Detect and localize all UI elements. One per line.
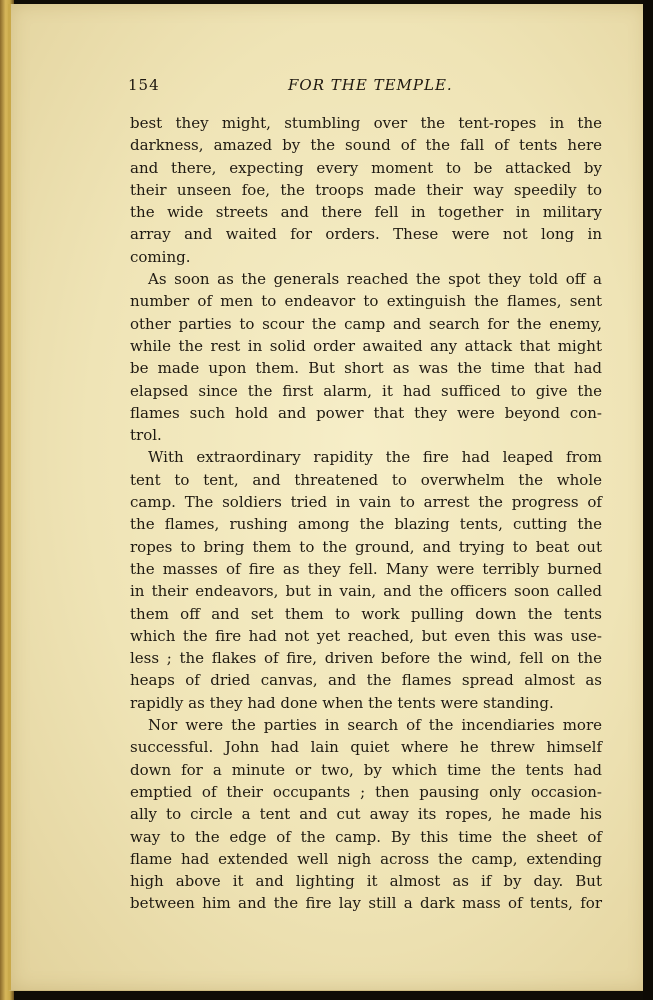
- text-line: their unseen foe, the troops made their way speedily to: [130, 180, 602, 199]
- text-line: With extraordinary rapidity the fire had leaped from: [148, 448, 602, 467]
- text-line: As soon as the generals reached the spot they told off a: [148, 270, 602, 289]
- text-line: less ; the flakes of fire, driven before the wind, fell on the: [130, 649, 602, 668]
- paragraph: [130, 714, 602, 915]
- body-text: [130, 112, 602, 915]
- paragraph: [130, 112, 602, 268]
- text-line: coming.: [130, 247, 191, 266]
- text-line: heaps of dried canvas, and the flames spread almost as: [130, 671, 602, 690]
- text-line: flame had extended well nigh across the camp, extending: [130, 849, 602, 868]
- paragraph: [130, 268, 602, 446]
- text-line: tent to tent, and threatened to overwhelm the whole: [130, 470, 602, 489]
- page-header: [128, 76, 602, 100]
- text-line: them off and set them to work pulling down the tents: [130, 604, 602, 623]
- text-line: in their endeavors, but in vain, and the officers soon called: [130, 582, 602, 601]
- text-line: Nor were the parties in search of the incendiaries more: [148, 716, 602, 735]
- text-line: darkness, amazed by the sound of the fall of tents here: [130, 136, 602, 155]
- text-line: high above it and lighting it almost as if by day. But: [130, 872, 602, 891]
- text-line: flames such hold and power that they were beyond con-: [130, 403, 602, 422]
- text-line: ropes to bring them to the ground, and trying to beat out: [130, 537, 602, 556]
- text-line: while the rest in solid order awaited any attack that might: [130, 336, 602, 355]
- text-line: trol.: [130, 426, 162, 445]
- text-line: rapidly as they had done when the tents were standing.: [130, 693, 554, 712]
- text-line: best they might, stumbling over the tent-ropes in the: [130, 114, 602, 132]
- text-line: which the fire had not yet reached, but even this was use-: [130, 626, 602, 645]
- text-line: emptied of their occupants ; then pausing only occasion-: [130, 782, 602, 801]
- text-line: and there, expecting every moment to be attacked by: [130, 158, 602, 177]
- text-line: other parties to scour the camp and search for the enemy,: [130, 314, 602, 333]
- text-line: successful. John had lain quiet where he threw himself: [130, 738, 602, 757]
- text-line: elapsed since the first alarm, it had sufficed to give the: [130, 381, 602, 400]
- text-line: the masses of fire as they fell. Many were terribly burned: [130, 559, 602, 578]
- text-line: the flames, rushing among the blazing tents, cutting the: [130, 515, 602, 534]
- text-line: array and waited for orders. These were not long in: [130, 225, 602, 244]
- text-line: be made upon them. But short as was the time that had: [130, 359, 602, 378]
- page-shadow-edge: [643, 0, 653, 1000]
- text-line: down for a minute or two, by which time the tents had: [130, 760, 602, 779]
- page-number: 154: [128, 76, 160, 94]
- paragraph: [130, 446, 602, 714]
- text-line: between him and the fire lay still a dark mass of tents, for: [130, 894, 602, 913]
- running-head: FOR THE TEMPLE.: [288, 76, 453, 94]
- text-line: ally to circle a tent and cut away its ropes, he made his: [130, 805, 602, 824]
- text-line: way to the edge of the camp. By this time the sheet of: [130, 827, 602, 846]
- text-line: camp. The soldiers tried in vain to arrest the progress of: [130, 493, 602, 512]
- text-line: number of men to endeavor to extinguish the flames, sent: [130, 292, 602, 311]
- text-line: the wide streets and there fell in together in military: [130, 203, 602, 222]
